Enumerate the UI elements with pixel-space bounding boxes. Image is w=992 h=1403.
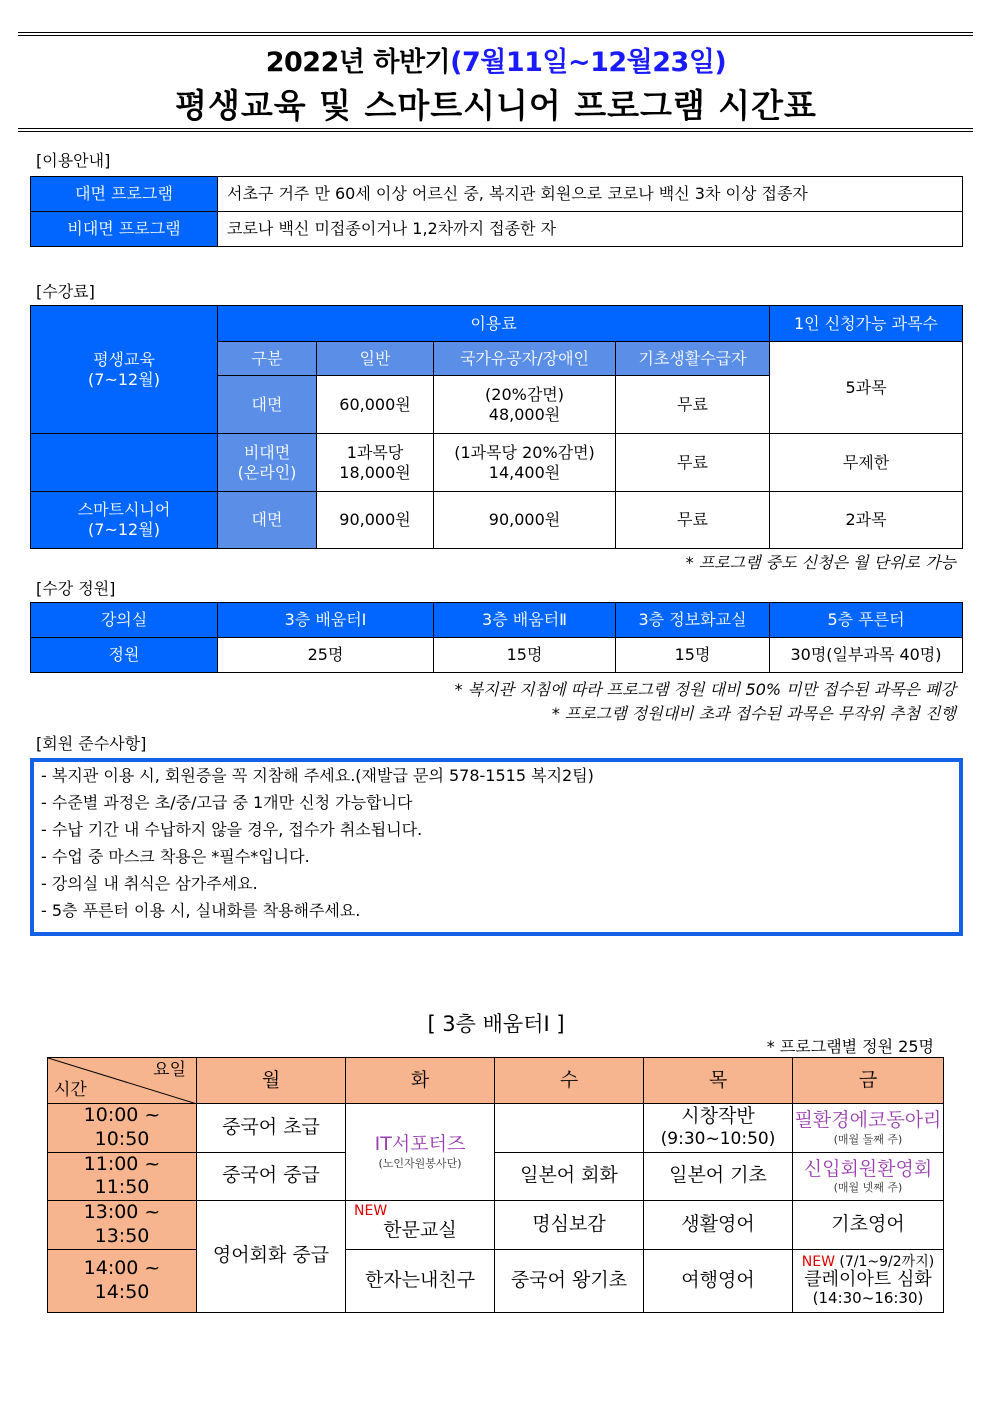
lifelong-online-max: 무제한 [770,434,963,492]
fees-lifelong-label [31,306,218,434]
cell-mon-2: 중국어 중급 [197,1152,346,1201]
title-bottom-rule [18,128,973,129]
cap-2: 15명 [434,638,616,673]
cap-3: 15명 [616,638,770,673]
time-4 [48,1249,197,1312]
cell-tue-4: 한자는내친구 [346,1249,495,1312]
lifelong-face-general: 60,000원 [317,376,434,434]
cell-mon-34: 영어회화 중급 [197,1201,346,1313]
section-fees-label: [수강료] [36,282,95,301]
cell-fri-4 [793,1249,944,1312]
fri-4-time: (14:30~16:30) [812,1288,924,1307]
cell-fri-3: 기초영어 [793,1201,944,1250]
online-general-l1: 1과목당 [346,442,404,462]
day-tue: 화 [346,1058,495,1104]
lifelong-face-basic: 무료 [616,376,770,434]
fri-2-name: 신입회원환영회 [803,1157,933,1180]
col-type: 구분 [218,342,317,376]
rule-item: - 수납 기간 내 수납하지 않을 경우, 접수가 취소됩니다. [41,820,423,839]
capacity-note-1: * 복지관 지침에 따라 프로그램 정원 대비 50% 미만 접수된 과목은 폐강 [454,680,956,699]
merit-l1: (20%감면) [485,384,564,404]
cell-fri-1 [793,1104,944,1153]
cell-fri-2 [793,1152,944,1201]
rules-box [30,758,963,936]
lifelong-name: 평생교육 [93,349,155,369]
col-basic: 기초생활수급자 [616,342,770,376]
online-merit-l1: (1과목당 20%감면) [454,442,595,462]
cell-wed-1 [495,1104,644,1153]
section-usage-label: [이용안내] [36,151,111,170]
title-bottom-rule-2 [18,131,973,132]
fees-lifelong-label-cont [31,434,218,492]
cap-label: 정원 [31,638,218,673]
cell-wed-4: 중국어 왕기초 [495,1249,644,1312]
day-wed: 수 [495,1058,644,1104]
capacity-note-2: * 프로그램 정원대비 초과 접수된 과목은 무작위 추첨 진행 [551,704,956,723]
schedule-note: * 프로그램별 정원 25명 [766,1037,934,1056]
room-1: 3층 배움터Ⅰ [218,603,434,638]
usage-text-online: 코로나 백신 미접종이거나 1,2차까지 접종한 자 [218,212,963,247]
lifelong-online-merit [434,434,616,492]
smart-period: (7~12월) [88,520,160,539]
cell-tue-12 [346,1104,495,1201]
cell-mon-1: 중국어 초급 [197,1104,346,1153]
cap-1: 25명 [218,638,434,673]
usage-table [30,176,963,247]
merit-l2: 48,000원 [488,404,561,424]
fees-header-fee: 이용료 [218,306,770,342]
cell-thu-2: 일본어 기초 [644,1152,793,1201]
fees-table [30,305,963,549]
time-1 [48,1104,197,1153]
time-3 [48,1201,197,1250]
smart-type: 대면 [218,492,317,549]
lifelong-online-type [218,434,317,492]
day-mon: 월 [197,1058,346,1104]
col-merit: 국가유공자/장애인 [434,342,616,376]
lifelong-face-max: 5과목 [770,342,963,434]
time-2-end: 11:50 [94,1176,150,1199]
usage-label-online: 비대면 프로그램 [31,212,218,247]
smart-max: 2과목 [770,492,963,549]
section-capacity-label: [수강 정원] [36,579,116,598]
cap-4: 30명(일부과목 40명) [770,638,963,673]
fri-1-name: 필환경에코동아리 [794,1109,942,1131]
time-1-end: 10:50 [94,1127,150,1150]
rule-item: - 복지관 이용 시, 회원증을 꼭 지참해 주세요.(재발급 문의 578-1515 복지2팀) [41,766,594,785]
rule-item: - 강의실 내 취식은 삼가주세요. [41,874,258,893]
rule-item: - 5층 푸른터 이용 시, 실내화를 착용해주세요. [41,901,361,920]
top-rule [18,32,973,33]
fri-1-sub: (매월 둘째 주) [833,1132,903,1146]
tue-12-sub: (노인자원봉사단) [378,1157,462,1170]
rule-item: - 수업 중 마스크 착용은 *필수*입니다. [41,847,310,866]
corner-cell [48,1058,197,1104]
day-fri: 금 [793,1058,944,1104]
online-merit-l2: 14,400원 [488,462,561,482]
online-general-l2: 18,000원 [339,462,411,482]
col-general: 일반 [317,342,434,376]
fri-2-sub: (매월 넷째 주) [833,1181,903,1195]
time-2-start: 11:00 ~ [83,1152,161,1175]
online-type-l2: (온라인) [237,462,297,482]
new-badge: NEW [354,1203,388,1219]
fees-smart-label [31,492,218,549]
room-2: 3층 배움터Ⅱ [434,603,616,638]
smart-basic: 무료 [616,492,770,549]
page-title: 평생교육 및 스마트시니어 프로그램 시간표 [175,86,817,125]
thu-1-time: (9:30~10:50) [660,1129,776,1149]
title-line-1 [0,40,992,79]
title-dates: (7월11일~12월23일) [450,47,727,78]
time-4-end: 14:50 [94,1280,150,1303]
smart-merit: 90,000원 [434,492,616,549]
smart-name: 스마트시니어 [77,500,171,519]
capacity-table [30,602,963,673]
tue-12-name: IT서포터즈 [374,1133,466,1156]
tue-3-name: 한문교실 [383,1218,457,1241]
corner-time: 시간 [54,1079,87,1100]
rule-item: - 수준별 과정은 초/중/고급 중 1개만 신청 가능합니다 [41,793,413,812]
schedule-title: [ 3층 배움터Ⅰ ] [427,1012,565,1036]
lifelong-online-basic: 무료 [616,434,770,492]
title-part1: 2022년 하반기 [265,47,451,78]
room-label: 강의실 [31,603,218,638]
fees-header-max: 1인 신청가능 과목수 [770,306,963,342]
time-4-start: 14:00 ~ [83,1256,161,1279]
usage-text-face: 서초구 거주 만 60세 이상 어르신 중, 복지관 회원으로 코로나 백신 3차 이상 접종자 [218,177,963,212]
thu-1-name: 시창작반 [681,1105,755,1128]
top-rule-2 [18,35,973,36]
fees-note: * 프로그램 중도 신청은 월 단위로 가능 [685,553,956,572]
room-4: 5층 푸른터 [770,603,963,638]
lifelong-online-general [317,434,434,492]
time-3-start: 13:00 ~ [83,1201,161,1223]
cell-thu-4: 여행영어 [644,1249,793,1312]
room-3: 3층 정보화교실 [616,603,770,638]
cell-thu-3: 생활영어 [644,1201,793,1250]
cell-wed-2: 일본어 회화 [495,1152,644,1201]
time-1-start: 10:00 ~ [83,1104,161,1126]
time-3-end: 13:50 [94,1224,150,1247]
usage-label-face: 대면 프로그램 [31,177,218,212]
corner-day: 요일 [153,1060,186,1080]
lifelong-period: (7~12월) [88,369,160,389]
lifelong-face-merit [434,376,616,434]
cell-tue-3 [346,1201,495,1250]
fri-4-name: 클레이아트 심화 [804,1269,932,1291]
cell-wed-3: 명심보감 [495,1201,644,1250]
new-badge: NEW [801,1253,835,1270]
online-type-l1: 비대면 [243,442,291,462]
smart-general: 90,000원 [317,492,434,549]
lifelong-face-type: 대면 [218,376,317,434]
fri-4-period: (7/1~9/2까지) [834,1253,935,1270]
time-2 [48,1152,197,1201]
schedule-table [47,1057,944,1313]
day-thu: 목 [644,1058,793,1104]
cell-thu-1 [644,1104,793,1153]
fri-4-header [793,1255,943,1270]
section-rules-label: [회원 준수사항] [36,734,147,753]
